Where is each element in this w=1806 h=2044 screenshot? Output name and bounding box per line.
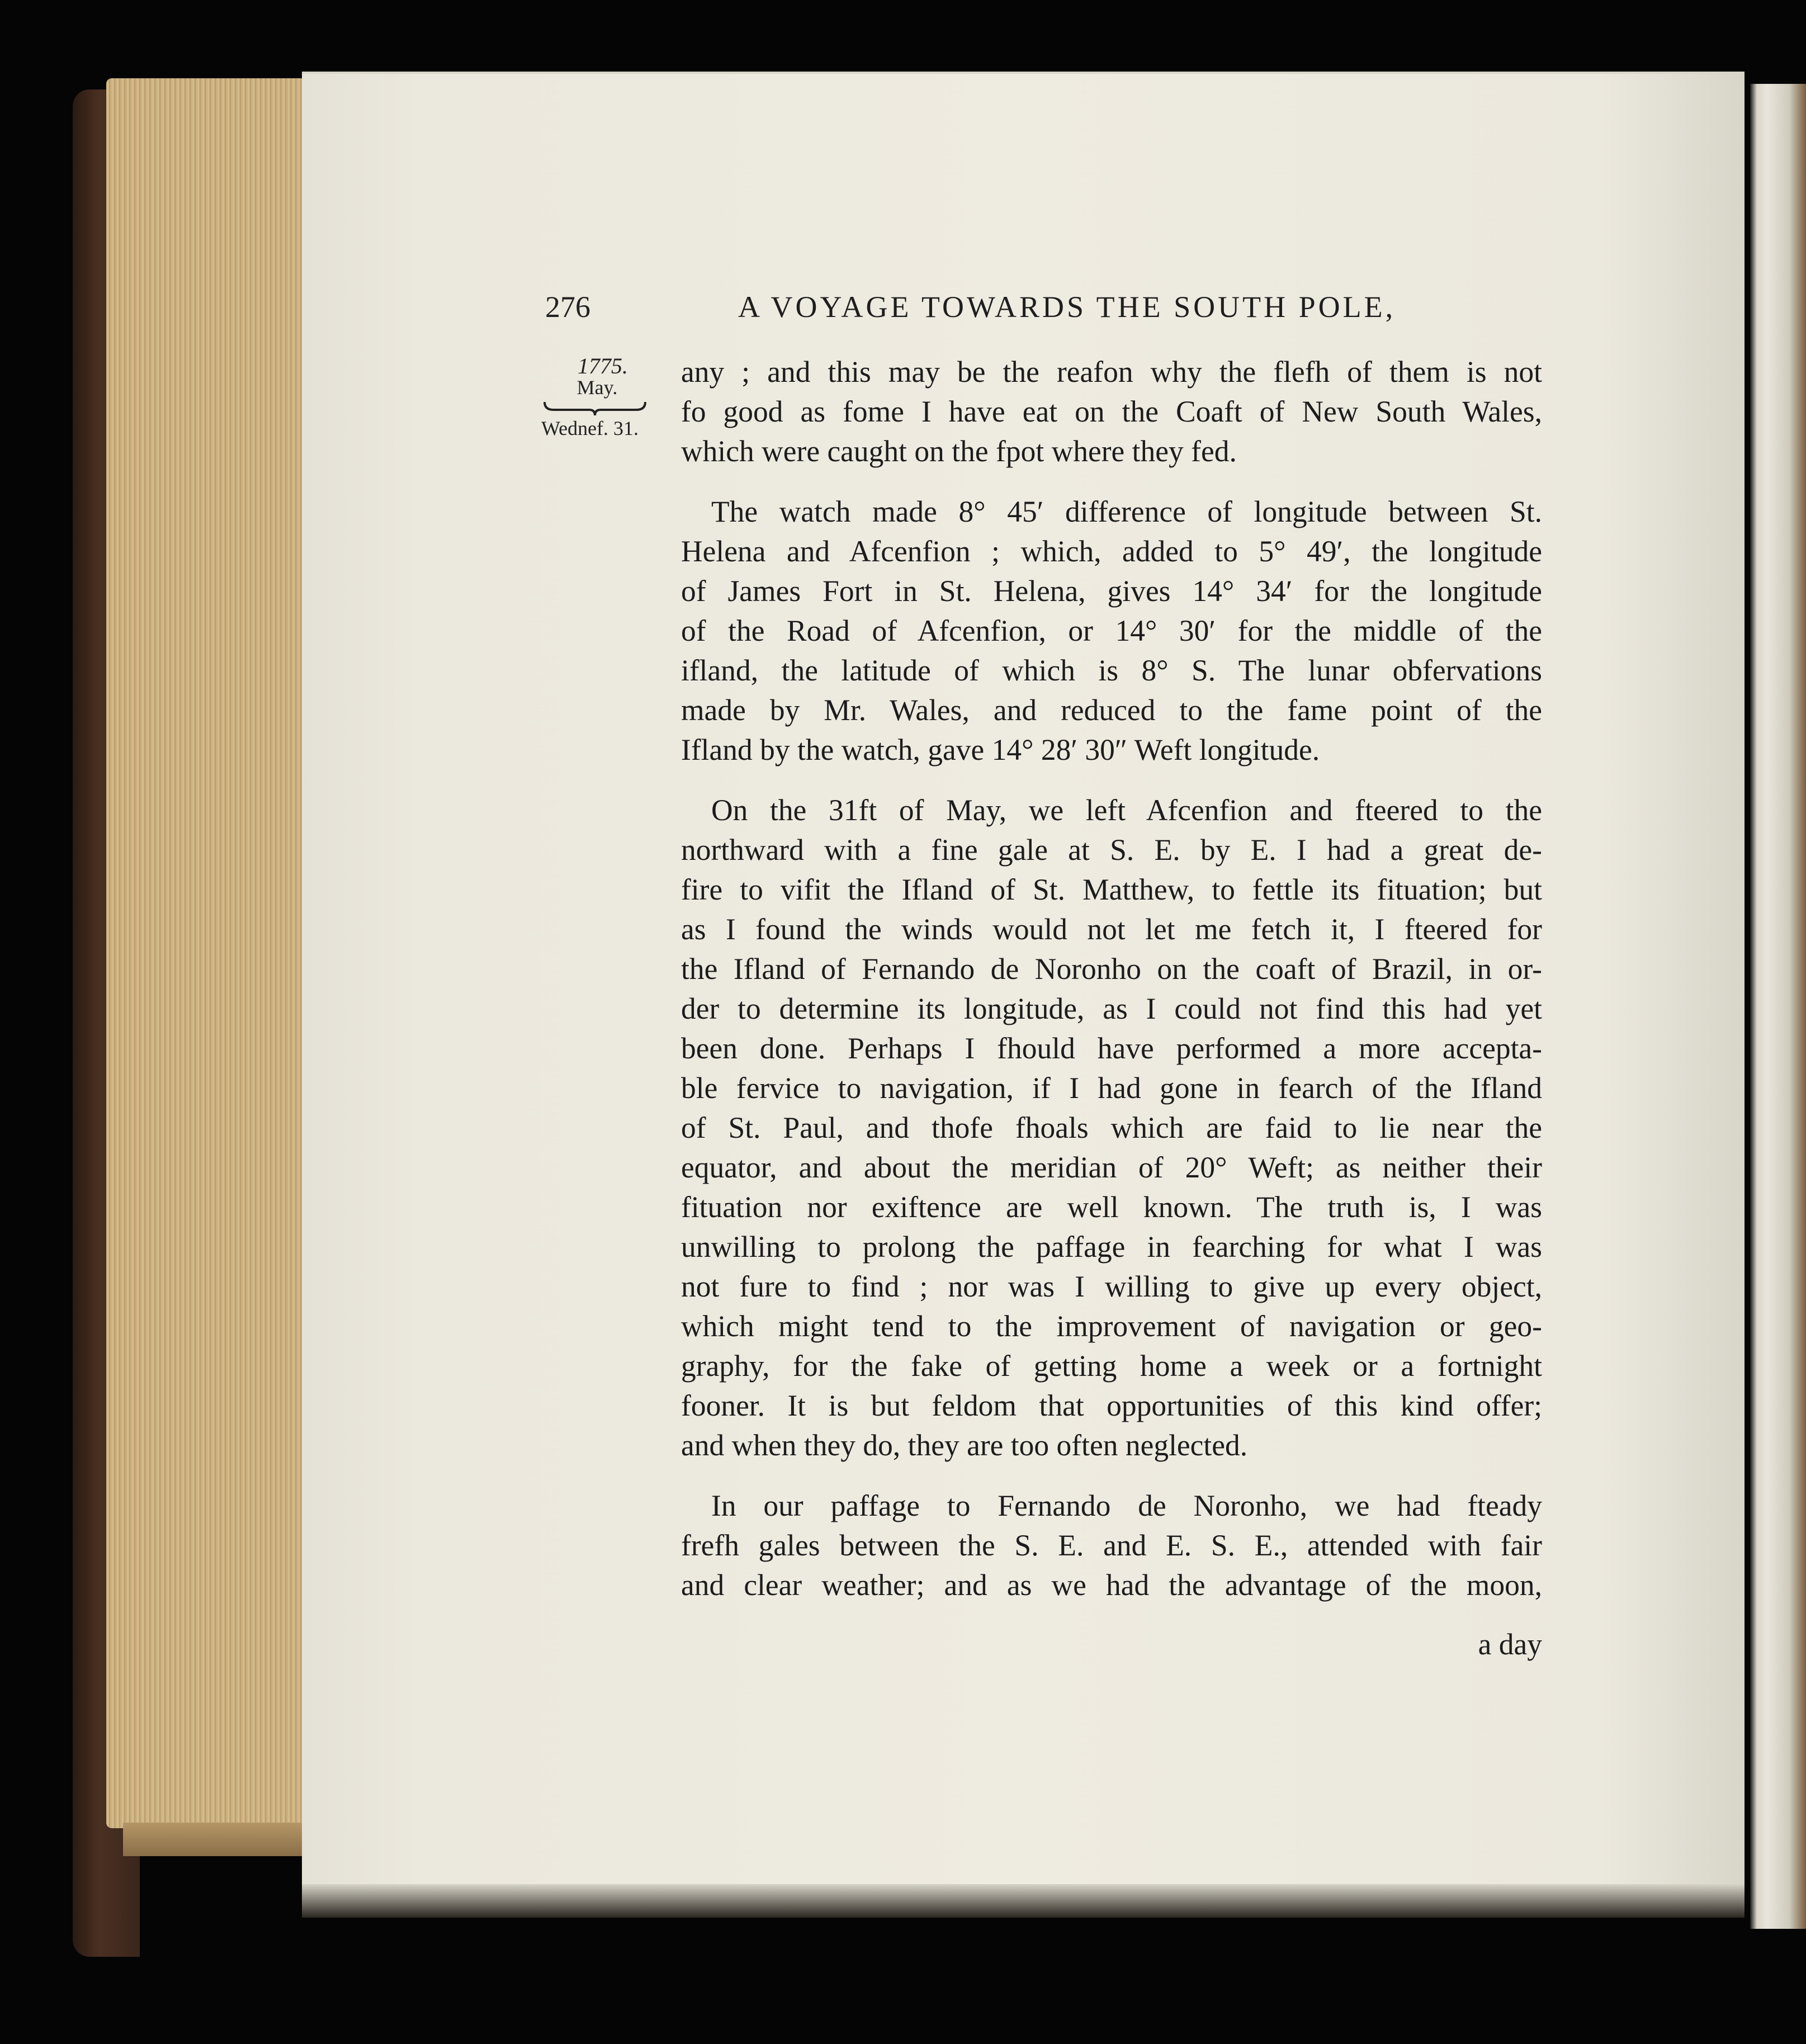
text-line: of James Fort in St. Helena, gives 14° 34′ for the longitude xyxy=(681,574,1542,608)
text-line: as I found the winds would not let me fetch it, I fteered for xyxy=(681,912,1542,946)
page-bottom-shadow xyxy=(302,1884,1744,1918)
margin-month: May. xyxy=(576,376,618,399)
margin-year: 1775. xyxy=(578,353,628,378)
page-edges xyxy=(106,78,308,1828)
page-title: A VOYAGE TOWARDS THE SOUTH POLE, xyxy=(738,290,1396,324)
adjacent-page-edge xyxy=(1750,84,1806,1929)
text-line: ifland, the latitude of which is 8° S. The lunar obfervations xyxy=(681,654,1542,687)
text-line: not fure to find ; nor was I willing to give up every object, xyxy=(681,1270,1542,1303)
text-line: been done. Perhaps I fhould have performed a more accepta- xyxy=(681,1032,1542,1065)
paragraph xyxy=(681,791,1542,1465)
page-edges-bottom xyxy=(123,1823,313,1856)
text-line: Helena and Afcenfion ; which, added to 5° 49′, the longitude xyxy=(681,534,1542,568)
brace-icon xyxy=(542,399,647,418)
text-line: der to determine its longitude, as I could not find this had yet xyxy=(681,992,1542,1025)
text-line: ble fervice to navigation, if I had gone in fearch of the Ifland xyxy=(681,1071,1542,1105)
running-head xyxy=(545,290,1538,334)
text-line: of St. Paul, and thofe fhoals which are faid to lie near the xyxy=(681,1111,1542,1144)
text-line: fooner. It is but feldom that opportunities of this kind offer; xyxy=(681,1389,1542,1422)
text-line: made by Mr. Wales, and reduced to the fame point of the xyxy=(681,693,1542,727)
text-line: and clear weather; and as we had the advantage of the moon, xyxy=(681,1568,1542,1602)
text-line: fire to vifit the Ifland of St. Matthew, to fettle its fituation; but xyxy=(681,873,1542,906)
text-line: On the 31ft of May, we left Afcenfion and fteered to the xyxy=(711,793,1542,827)
paragraph xyxy=(681,352,1542,471)
text-line: which were caught on the fpot where they fed. xyxy=(681,434,1237,468)
text-line: northward with a fine gale at S. E. by E. I had a great de- xyxy=(681,833,1542,867)
text-line: the Ifland of Fernando de Noronho on the coaft of Brazil, in or- xyxy=(681,952,1542,986)
body-text xyxy=(681,352,1542,1605)
paragraph xyxy=(681,1486,1542,1605)
text-line: In our paffage to Fernando de Noronho, we had fteady xyxy=(711,1489,1542,1522)
text-line: fituation nor exiftence are well known. The truth is, I was xyxy=(681,1190,1542,1224)
text-line: Ifland by the watch, gave 14° 28′ 30″ Weft longitude. xyxy=(681,733,1320,766)
text-line: and when they do, they are too often neglected. xyxy=(681,1428,1248,1462)
margin-day: Wednef. 31. xyxy=(541,417,639,439)
margin-note xyxy=(541,355,653,439)
text-line: unwilling to prolong the paffage in fearching for what I was xyxy=(681,1230,1542,1264)
text-line: fo good as fome I have eat on the Coaft of New South Wales, xyxy=(681,395,1542,428)
text-line: which might tend to the improvement of navigation or geo- xyxy=(681,1309,1542,1343)
text-line: The watch made 8° 45′ difference of longitude between St. xyxy=(711,495,1542,528)
page-number: 276 xyxy=(545,290,590,324)
text-line: of the Road of Afcenfion, or 14° 30′ for the middle of the xyxy=(681,614,1542,647)
catchword: a day xyxy=(1478,1627,1542,1661)
text-line: equator, and about the meridian of 20° Weft; as neither their xyxy=(681,1151,1542,1184)
text-line: frefh gales between the S. E. and E. S. E., attended with fair xyxy=(681,1529,1542,1562)
text-line: any ; and this may be the reafon why the flefh of them is not xyxy=(681,355,1542,389)
text-line: graphy, for the fake of getting home a week or a fortnight xyxy=(681,1349,1542,1383)
paragraph xyxy=(681,492,1542,770)
